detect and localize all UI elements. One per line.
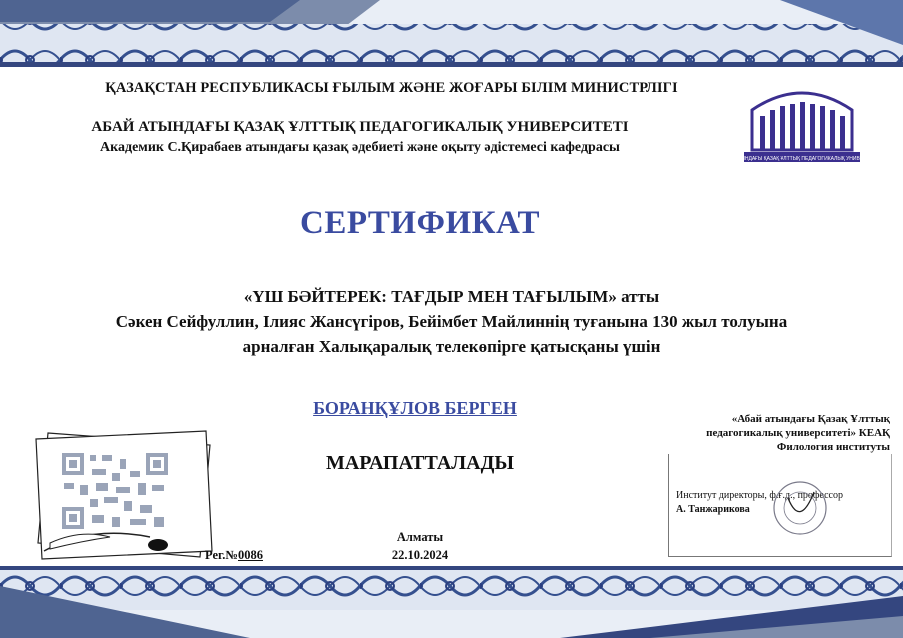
event-title-line: «ҮШ БӘЙТЕРЕК: ТАҒДЫР МЕН ТАҒЫЛЫМ» атты bbox=[243, 287, 660, 306]
logo-caption: АБАЙ АТЫНДАҒЫ ҚАЗАҚ ҰЛТТЫҚ ПЕДАГОГИКАЛЫҚ УНИВЕРСИТЕТІ bbox=[719, 156, 885, 162]
university-heading: АБАЙ АТЫНДАҒЫ ҚАЗАҚ ҰЛТТЫҚ ПЕДАГОГИКАЛЫҚ УНИВЕРСИТЕТІ bbox=[91, 119, 629, 135]
stamp-seal bbox=[760, 478, 840, 538]
event-description-line: Сәкен Сейфуллин, Ілияс Жансүгіров, Бейімбет Майлиннің туғанына 130 жыл толуына bbox=[115, 312, 788, 331]
top-ornament-band bbox=[0, 0, 903, 67]
recipient-name: БОРАНҚҰЛОВ БЕРГЕН bbox=[313, 398, 517, 418]
qr-code-icon bbox=[62, 453, 168, 529]
inkwell-icon bbox=[148, 539, 168, 551]
awarded-text: МАРАПАТТАЛАДЫ bbox=[325, 452, 515, 474]
signature-scribble bbox=[788, 492, 814, 512]
director-name: А. Танжарикова bbox=[676, 504, 750, 515]
certificate-title: СЕРТИФИКАТ bbox=[300, 205, 540, 241]
qr-code-stack bbox=[30, 425, 230, 565]
city: Алматы bbox=[396, 530, 444, 544]
ministry-heading: ҚАЗАҚСТАН РЕСПУБЛИКАСЫ ҒЫЛЫМ ЖӘНЕ ЖОҒАРЫ БІЛІМ МИНИСТРЛІГІ bbox=[105, 80, 678, 96]
director-title: Институт директоры, ф.ғ.д., профессор bbox=[676, 490, 843, 501]
participation-line: арналған Халықаралық телекөпірге қатысқаны үшін bbox=[242, 337, 661, 356]
reg-label: Рег.№ bbox=[205, 548, 238, 562]
reg-number: 0086 bbox=[237, 548, 263, 562]
issue-date: 22.10.2024 bbox=[391, 548, 449, 562]
institution-name: «Абай атындағы Қазақ Ұлттық педагогикалық университеті» КЕАҚ Филология институты bbox=[706, 413, 890, 453]
department-heading: Академик С.Қирабаев атындағы қазақ әдебиеті және оқыту әдістемесі кафедрасы bbox=[100, 140, 620, 155]
registration-number bbox=[205, 548, 263, 563]
bottom-ornament-band bbox=[0, 566, 903, 638]
abai-university-logo bbox=[719, 80, 885, 172]
